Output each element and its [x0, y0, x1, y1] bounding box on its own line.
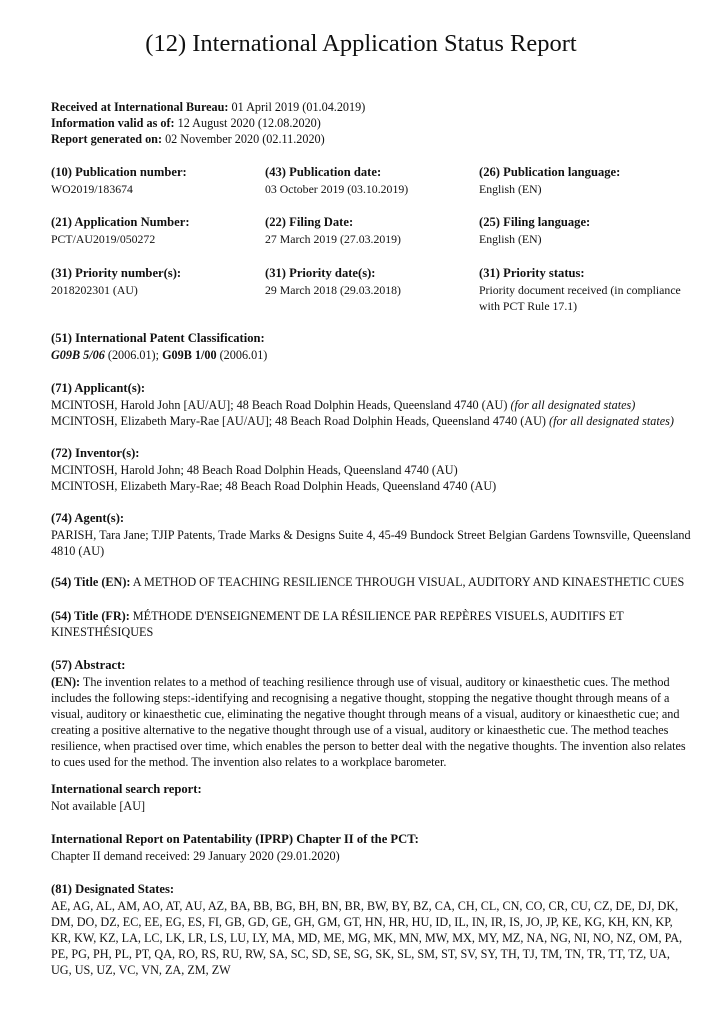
ipc-date: (2006.01) — [216, 348, 268, 362]
section-label: International Report on Patentability (IPRP) Chapter II of the PCT: — [51, 832, 419, 846]
generated-value: 02 November 2020 (02.11.2020) — [165, 132, 325, 146]
application-number-field — [51, 214, 256, 247]
filing-date-field — [265, 214, 475, 247]
filing-language-field — [479, 214, 694, 247]
received-label: Received at International Bureau: — [51, 100, 229, 114]
field-value: 27 March 2019 (27.03.2019) — [265, 232, 401, 246]
search-report-value: Not available [AU] — [51, 799, 146, 813]
ipc-section — [51, 330, 691, 363]
applicant-entry — [51, 397, 691, 413]
publication-date-field — [265, 164, 475, 197]
abstract-lang: (EN): — [51, 675, 81, 689]
abstract-section — [51, 657, 691, 770]
iprp-section — [51, 831, 691, 864]
ipc-code: G09B 5/06 — [51, 348, 105, 362]
title-en-value: A METHOD OF TEACHING RESILIENCE THROUGH VISUAL, AUDITORY AND KINAESTHETIC CUES — [130, 575, 685, 589]
generated-line — [51, 131, 691, 147]
section-label: (71) Applicant(s): — [51, 381, 146, 395]
section-label: (57) Abstract: — [51, 658, 126, 672]
page-title: (12) International Application Status Report — [145, 30, 577, 57]
applicant-entry — [51, 413, 691, 429]
priority-number-field — [51, 265, 256, 298]
report-header — [51, 99, 691, 147]
applicant-note: (for all designated states) — [510, 398, 636, 412]
section-label: (72) Inventor(s): — [51, 446, 140, 460]
field-label: (22) Filing Date: — [265, 215, 354, 229]
section-label: International search report: — [51, 782, 202, 796]
abstract-text — [51, 674, 691, 770]
section-label: (51) International Patent Classification: — [51, 331, 265, 345]
field-value: PCT/AU2019/050272 — [51, 232, 156, 246]
field-label: (31) Priority number(s): — [51, 266, 182, 280]
inventors-section — [51, 445, 691, 494]
publication-number-field — [51, 164, 256, 197]
designated-states-list: AE, AG, AL, AM, AO, AT, AU, AZ, BA, BB, BG, BH, BN, BR, BW, BY, BZ, CA, CH, CL, CN, CO, CR, CU, CZ, DE, DJ, DK, DM, DO, DZ, EC, EE, EG, ES, FI, GB, GD, GE, GH, GM, GT, HN, HR, HU, ID, IL, IN, IR, IS, JO, JP, KE, KG, KH, KN, KP, KR, KW, KZ, LA, LC, LK, LR, LS, LU, LY, MA, MD, ME, MG, MK, MN, MW, MX, MY, MZ, NA, NG, NI, NO, NZ, OM, PA, PE, PG, PH, PL, PT, QA, RO, RS, RU, RW, SA, SC, SD, SE, SG, SK, SL, SM, ST, SV, SY, TH, TJ, TM, TN, TR, TT, TZ, UA, UG, US, UZ, VC, VN, ZA, ZM, ZW — [51, 899, 683, 977]
abstract-body: The invention relates to a method of teaching resilience through use of visual, auditory or kinaesthetic cues. The method includes the following steps:-identifying and recognising a negative thought, stopping the negative thought through means of a visual, auditory or kinaesthetic cue, eliminating the negative thought through means of a visual, auditory or kinaesthetic cue; and creating a positive alternative to the negative thought through use of a visual, auditory or kinaesthetic cue. The method teaches resilience, when practised over time, which enables the person to better deal with the negative thoughts. The invention also relates to cues used for the method. The invention also relates to a workplace barometer. — [51, 675, 686, 769]
valid-value: 12 August 2020 (12.08.2020) — [177, 116, 321, 130]
title-en-section — [51, 574, 691, 590]
received-value: 01 April 2019 (01.04.2019) — [231, 100, 366, 114]
inventor-entry: MCINTOSH, Elizabeth Mary-Rae; 48 Beach Road Dolphin Heads, Queensland 4740 (AU) — [51, 479, 497, 493]
priority-status-field — [479, 265, 694, 314]
publication-language-field — [479, 164, 694, 197]
title-fr-section — [51, 608, 691, 640]
search-report-section — [51, 781, 691, 814]
field-value: English (EN) — [479, 232, 542, 246]
agent-section — [51, 510, 691, 559]
ipc-code: G09B 1/00 — [162, 348, 217, 362]
applicant-note: (for all designated states) — [549, 414, 674, 428]
section-label: (54) Title (EN): — [51, 575, 131, 589]
section-label: (74) Agent(s): — [51, 511, 125, 525]
ipc-date: (2006.01); — [104, 348, 163, 362]
received-line — [51, 99, 691, 115]
applicants-section — [51, 380, 691, 429]
agent-value: PARISH, Tara Jane; TJIP Patents, Trade Marks & Designs Suite 4, 45-49 Bundock Street Belgian Gardens Townsville, Queensland 4810 (AU) — [51, 528, 691, 558]
field-value: 2018202301 (AU) — [51, 283, 138, 297]
generated-label: Report generated on: — [51, 132, 163, 146]
applicant-text: MCINTOSH, Elizabeth Mary-Rae [AU/AU]; 48 Beach Road Dolphin Heads, Queensland 4740 (AU) — [51, 414, 550, 428]
applicant-text: MCINTOSH, Harold John [AU/AU]; 48 Beach Road Dolphin Heads, Queensland 4740 (AU) — [51, 398, 511, 412]
designated-states-section — [51, 881, 691, 978]
field-label: (25) Filing language: — [479, 215, 591, 229]
valid-line — [51, 115, 691, 131]
field-label: (31) Priority date(s): — [265, 266, 376, 280]
field-label: (10) Publication number: — [51, 165, 187, 179]
inventor-entry: MCINTOSH, Harold John; 48 Beach Road Dolphin Heads, Queensland 4740 (AU) — [51, 463, 458, 477]
iprp-value: Chapter II demand received: 29 January 2020 (29.01.2020) — [51, 849, 340, 863]
field-value: WO2019/183674 — [51, 182, 133, 196]
field-value: 03 October 2019 (03.10.2019) — [265, 182, 409, 196]
title-fr-value: MÉTHODE D'ENSEIGNEMENT DE LA RÉSILIENCE PAR REPÈRES VISUELS, AUDITIFS ET KINESTHÉSIQUES — [51, 609, 624, 639]
field-label: (21) Application Number: — [51, 215, 190, 229]
section-label: (54) Title (FR): — [51, 609, 130, 623]
section-label: (81) Designated States: — [51, 882, 175, 896]
field-value: 29 March 2018 (29.03.2018) — [265, 283, 401, 297]
field-value: Priority document received (in compliance with PCT Rule 17.1) — [479, 283, 681, 313]
priority-date-field — [265, 265, 475, 298]
field-value: English (EN) — [479, 182, 542, 196]
field-label: (31) Priority status: — [479, 266, 585, 280]
valid-label: Information valid as of: — [51, 116, 175, 130]
ipc-codes — [51, 347, 691, 363]
field-label: (26) Publication language: — [479, 165, 621, 179]
field-label: (43) Publication date: — [265, 165, 382, 179]
